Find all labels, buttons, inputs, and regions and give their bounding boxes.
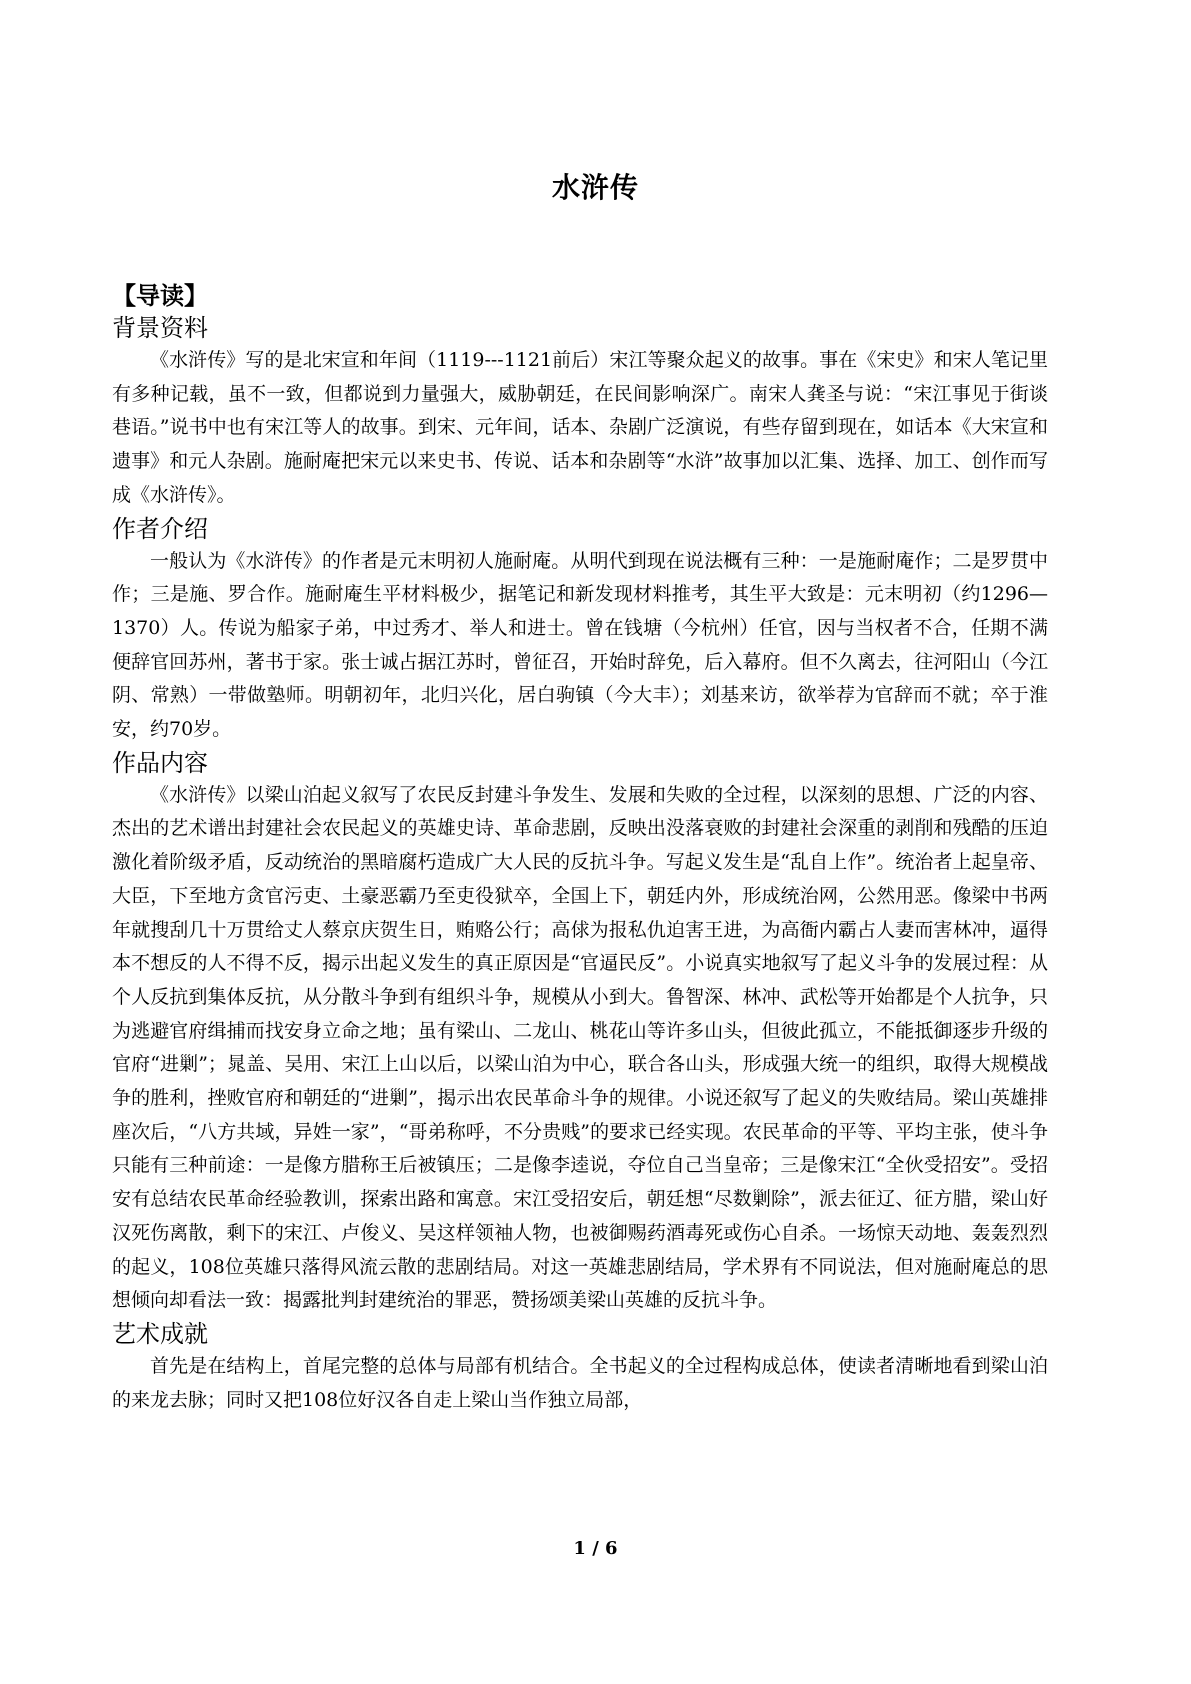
section-paragraph: 《水浒传》写的是北宋宣和年间（1119---1121前后）宋江等聚众起义的故事。事在《宋史》和宋人笔记里有多种记载，虽不一致，但都说到力量强大，威胁朝廷，在民间影响深广。南宋人龚圣与说：“宋江事见于街谈巷语。”说书中也有宋江等人的故事。到宋、元年间，话本、杂剧广泛演说，有些存留到现在，如话本《大宋宣和遗事》和元人杂剧。施耐庵把宋元以来史书、传说、话本和杂剧等“水浒”故事加以汇集、选择、加工、创作而写成《水浒传》。 xyxy=(112,349,1048,506)
page-number: 1 / 6 xyxy=(573,1538,618,1559)
section-content xyxy=(112,747,1048,1318)
section-background xyxy=(112,312,1048,513)
section-paragraph: 《水浒传》以梁山泊起义叙写了农民反封建斗争发生、发展和失败的全过程，以深刻的思想、广泛的内容、杰出的艺术谱出封建社会农民起义的英雄史诗、革命悲剧，反映出没落衰败的封建社会深重的剥削和残酷的压迫激化着阶级矛盾，反动统治的黑暗腐朽造成广大人民的反抗斗争。写起义发生是“乱自上作”。统治者上起皇帝、大臣，下至地方贪官污吏、土豪恶霸乃至吏役狱卒，全国上下，朝廷内外，形成统治网，公然用恶。像梁中书两年就搜刮几十万贯给丈人蔡京庆贺生日，贿赂公行；高俅为报私仇迫害王进，为高衙内霸占人妻而害林冲，逼得本不想反的人不得不反，揭示出起义发生的真正原因是“官逼民反”。小说真实地叙写了起义斗争的发展过程：从个人反抗到集体反抗，从分散斗争到有组织斗争，规模从小到大。鲁智深、林冲、武松等开始都是个人抗争，只为逃避官府缉捕而找安身立命之地；虽有梁山、二龙山、桃花山等许多山头，但彼此孤立，不能抵御逐步升级的官府“进剿”；晁盖、吴用、宋江上山以后，以梁山泊为中心，联合各山头，形成强大统一的组织，取得大规模战争的胜利，挫败官府和朝廷的“进剿”，揭示出农民革命斗争的规律。小说还叙写了起义的失败结局。梁山英雄排座次后，“八方共域，异姓一家”，“哥弟称呼，不分贵贱”的要求已经实现。农民革命的平等、平均主张，使斗争只能有三种前途：一是像方腊称王后被镇压；二是像李逵说，夺位自己当皇帝；三是像宋江“全伙受招安”。受招安有总结农民革命经验教训，探索出路和寓意。宋江受招安后，朝廷想“尽数剿除”，派去征辽、征方腊，梁山好汉死伤离散，剩下的宋江、卢俊义、吴这样领袖人物，也被御赐药酒毒死或伤心自杀。一场惊天动地、轰轰烈烈的起义，108位英雄只落得风流云散的悲剧结局。对这一英雄悲剧结局，学术界有不同说法，但对施耐庵总的思想倾向却看法一致：揭露批判封建统治的罪恶，赞扬颂美梁山英雄的反抗斗争。 xyxy=(112,783,1048,1312)
section-artistry xyxy=(112,1318,1048,1417)
section-heading: 艺术成就 xyxy=(112,1319,208,1348)
guide-label: 【导读】 xyxy=(112,282,208,310)
document-body xyxy=(112,280,1048,1417)
section-paragraph: 首先是在结构上，首尾完整的总体与局部有机结合。全书起义的全过程构成总体，使读者清晰地看到梁山泊的来龙去脉；同时又把108位好汉各自走上梁山当作独立局部， xyxy=(112,1354,1048,1411)
section-heading: 背景资料 xyxy=(112,314,208,342)
section-heading: 作品内容 xyxy=(112,748,208,777)
section-paragraph: 一般认为《水浒传》的作者是元末明初人施耐庵。从明代到现在说法概有三种：一是施耐庵作；二是罗贯中作；三是施、罗合作。施耐庵生平材料极少，据笔记和新发现材料推考，其生平大致是：元末明初（约1296—1370）人。传说为船家子弟，中过秀才、举人和进士。曾在钱塘（今杭州）任官，因与当权者不合，任期不满便辞官回苏州，著书于家。张士诚占据江苏时，曾征召，开始时辞免，后入幕府。但不久离去，往河阳山（今江阴、常熟）一带做塾师。明朝初年，北归兴化，居白驹镇（今大丰）；刘基来访，欲举荐为官辞而不就；卒于淮安，约70岁。 xyxy=(112,549,1048,741)
section-author xyxy=(112,513,1048,747)
document-title: 水浒传 xyxy=(551,171,639,204)
section-heading: 作者介绍 xyxy=(112,514,208,543)
